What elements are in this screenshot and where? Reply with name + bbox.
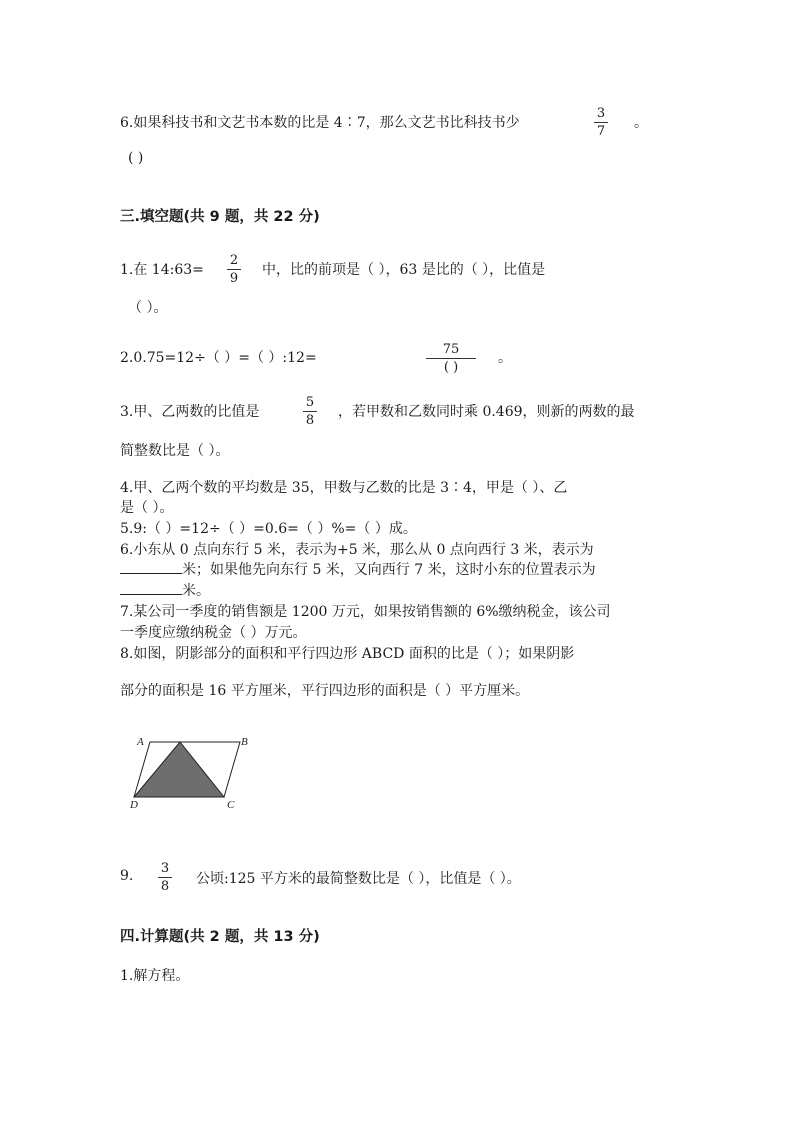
fill-q6-part-b: 米；如果他先向东行 5 米，又向西行 7 米，这时小东的位置表示为 <box>182 562 596 578</box>
fill-q1-part-c: （ ）。 <box>128 300 168 316</box>
fill-q8-part-b: 部分的面积是 16 平方厘米，平行四边形的面积是（ ）平方厘米。 <box>120 683 530 699</box>
fraction-bar <box>303 411 317 412</box>
judge-q6-text: 6.如果科技书和文艺书本数的比是 4∶7，那么文艺书比科技书少 <box>120 115 520 131</box>
fill-q3-part-a: 3.甲、乙两数的比值是 <box>120 404 260 420</box>
section-3-heading: 三.填空题(共 9 题，共 22 分) <box>120 209 320 225</box>
fraction-bar <box>227 269 241 270</box>
parallelogram-figure <box>126 733 256 813</box>
vertex-label-b: B <box>241 736 248 748</box>
vertex-label-a: A <box>137 736 144 748</box>
fill-q2-end: 。 <box>498 350 512 366</box>
fill-q3-part-b: ，若甲数和乙数同时乘 0.469，则新的两数的最 <box>338 404 635 420</box>
fraction-bar <box>158 877 172 878</box>
fraction-denominator: 9 <box>229 271 239 286</box>
fraction-numerator: 2 <box>229 253 239 268</box>
fill-q9-text: 公顷:125 平方米的最简整数比是（ ），比值是（ ）。 <box>196 871 521 887</box>
vertex-label-c: C <box>227 799 235 811</box>
judge-q6-fraction <box>594 106 608 139</box>
fraction-denominator: 8 <box>305 413 315 428</box>
calc-q1-text: 1.解方程。 <box>120 968 190 984</box>
judge-q6-end: 。 <box>634 115 648 131</box>
answer-blank <box>120 561 182 574</box>
fraction-bar <box>594 122 608 123</box>
fill-q5-text: 5.9:（ ）=12÷（ ）=0.6=（ ）%=（ ）成。 <box>120 521 417 537</box>
fill-q2-part-a: 2.0.75=12÷（ ）=（ ）:12= <box>120 350 317 366</box>
fill-q6-part-a: 6.小东从 0 点向东行 5 米，表示为+5 米，那么从 0 点向西行 3 米，表示为 <box>120 542 594 558</box>
answer-blank <box>120 582 182 595</box>
fraction-numerator: 3 <box>160 861 170 876</box>
fraction-numerator: 5 <box>305 395 315 410</box>
fraction-numerator: 3 <box>596 106 606 121</box>
fraction-numerator: 75 <box>442 342 460 357</box>
fill-q1-part-a: 1.在 14:63= <box>120 262 204 278</box>
fill-q8-part-a: 8.如图，阴影部分的面积和平行四边形 ABCD 面积的比是（ ）；如果阴影 <box>120 646 575 662</box>
fill-q7-part-a: 7.某公司一季度的销售额是 1200 万元，如果按销售额的 6%缴纳税金，该公司 <box>120 604 611 620</box>
fill-q9-number: 9. <box>120 868 134 884</box>
fill-q1-fraction <box>227 253 241 286</box>
fill-q4-part-a: 4.甲、乙两个数的平均数是 35，甲数与乙数的比是 3∶4，甲是（ ）、乙 <box>120 480 568 496</box>
fill-q3-part-c: 简整数比是（ ）。 <box>120 443 230 459</box>
fill-q6-line2 <box>120 559 596 579</box>
fill-q6-line3 <box>120 580 210 600</box>
fill-q1-part-b: 中，比的前项是（ ），63 是比的（ ），比值是 <box>262 262 546 278</box>
fill-q3-fraction <box>303 395 317 428</box>
fill-q7-part-b: 一季度应缴纳税金（ ）万元。 <box>120 625 307 641</box>
fraction-denominator: ( ) <box>443 360 459 375</box>
judge-q6-answer-paren: ( ) <box>128 150 144 166</box>
fraction-denominator: 8 <box>160 879 170 894</box>
vertex-label-d: D <box>130 799 138 811</box>
fill-q9-fraction <box>158 861 172 894</box>
fill-q4-part-b: 是（ ）。 <box>120 500 174 516</box>
fill-q2-fraction <box>426 342 476 375</box>
fraction-bar <box>426 358 476 359</box>
section-4-heading: 四.计算题(共 2 题，共 13 分) <box>120 929 320 945</box>
fraction-denominator: 7 <box>596 124 606 139</box>
fill-q6-part-c: 米。 <box>182 583 210 599</box>
